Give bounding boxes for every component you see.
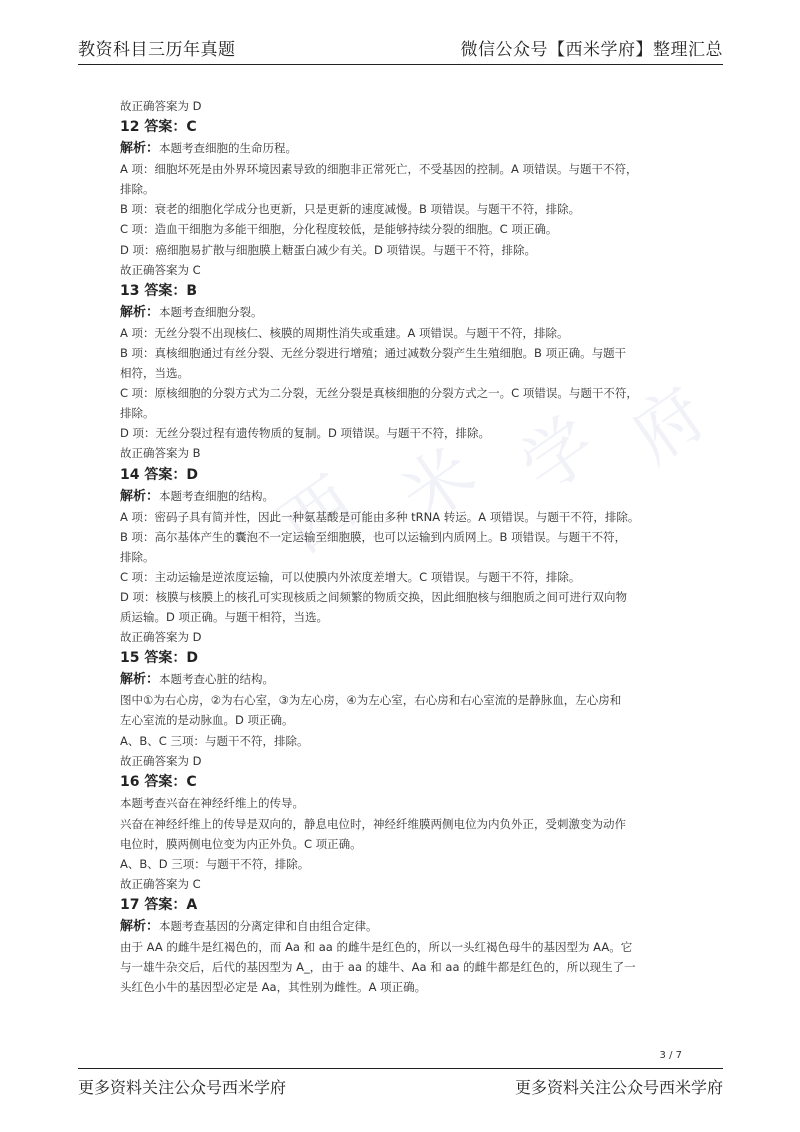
text-line: C 项：原核细胞的分裂方式为二分裂，无丝分裂是真核细胞的分裂方式之一。C 项错误。与题干不符，	[120, 386, 638, 401]
explanation-label: 解析：	[120, 488, 160, 504]
explanation-label: 解析：	[120, 919, 160, 935]
watermark-char: 米	[385, 431, 491, 539]
text-line: 头红色小牛的基因型必定是 Aa，其性别为雌性。A 项正确。	[120, 980, 427, 995]
text-line: 电位时，膜两侧电位变为内正外负。C 项正确。	[120, 836, 362, 851]
text-line: 由于 AA 的雌牛是红褐色的，而 Aa 和 aa 的雌牛是红色的，所以一头红褐色母牛的基因型为 AA。它	[120, 940, 633, 955]
answer-heading: 16 答案：C	[120, 773, 197, 790]
explanation-text: 本题考查兴奋在神经纤维上的传导。	[120, 795, 304, 810]
explanation-text: 本题考查细胞的生命历程。	[159, 141, 298, 156]
text-line: 故正确答案为 D	[120, 630, 202, 645]
watermark-char: 西	[265, 461, 371, 569]
text-line: A、B、D 三项：与题干不符，排除。	[120, 857, 310, 871]
text-line: D 项：无丝分裂过程有遗传物质的复制。D 项错误。与题干不符，排除。	[120, 426, 491, 441]
answer-heading: 13 答案：B	[120, 282, 198, 299]
explanation-label: 解析：	[120, 141, 160, 157]
explanation-line	[120, 669, 680, 690]
answer-heading: 15 答案：D	[120, 650, 198, 667]
text-line: C 项：造血干细胞为多能干细胞，分化程度较低，是能够持续分裂的细胞。C 项正确。	[120, 222, 558, 237]
explanation-text: 本题考查细胞分裂。	[159, 304, 263, 319]
answer-content	[120, 96, 680, 998]
explanation-label: 解析：	[120, 672, 160, 688]
text-line: C 项：主动运输是逆浓度运输，可以使膜内外浓度差增大。C 项错误。与题干不符，排除。	[120, 569, 581, 584]
explanation-line	[120, 916, 680, 937]
text-line: B 项：衰老的细胞化学成分也更新，只是更新的速度减慢。B 项错误。与题干不符，排除。	[120, 202, 581, 217]
text-line: 故正确答案为 C	[120, 262, 201, 277]
text-line: 排除。	[120, 549, 155, 564]
text-line: D 项：癌细胞易扩散与细胞膜上糖蛋白减少有关。D 项错误。与题干不符，排除。	[120, 242, 537, 257]
explanation-text: 本题考查细胞的结构。	[159, 488, 275, 503]
text-line: A 项：细胞坏死是由外界环境因素导致的细胞非正常死亡，不受基因的控制。A 项错误。与题干不符，	[120, 162, 638, 177]
text-line: 故正确答案为 D	[120, 99, 202, 113]
footer-left: 更多资料关注公众号西米学府	[78, 1078, 287, 1097]
page-number: 3 / 7	[659, 1050, 682, 1061]
explanation-text: 本题考查心脏的结构。	[159, 672, 275, 687]
page-footer	[78, 1068, 723, 1097]
text-line: 质运输。D 项正确。与题干相符，当选。	[120, 610, 329, 625]
text-line: A 项：密码子具有简并性，因此一种氨基酸是可能由多种 tRNA 转运。A 项错误。与题干不符，排除。	[120, 509, 640, 524]
text-line: 排除。	[120, 182, 155, 197]
text-line: 排除。	[120, 406, 155, 421]
answer-heading: 17 答案：A	[120, 897, 198, 914]
text-line: A 项：无丝分裂不出现核仁、核膜的周期性消失或重建。A 项错误。与题干不符，排除。	[120, 325, 569, 340]
explanation-line	[120, 138, 680, 159]
page-header	[78, 36, 723, 65]
text-line: B 项：高尔基体产生的囊泡不一定运输至细胞膜，也可以运输到内质网上。B 项错误。与题干不符，	[120, 529, 627, 544]
watermark-char: 学	[505, 401, 611, 509]
text-line: D 项：核膜与核膜上的核孔可实现核质之间频繁的物质交换，因此细胞核与细胞质之间可进行双向物	[120, 589, 628, 604]
header-source: 微信公众号【西米学府】整理汇总	[460, 40, 723, 60]
explanation-line	[120, 793, 680, 814]
text-line: 左心室流的是动脉血。D 项正确。	[120, 713, 294, 728]
answer-heading: 12 答案：C	[120, 119, 197, 136]
text-line: 与一雄牛杂交后，后代的基因型为 A_，由于 aa 的雄牛、Aa 和 aa 的雌牛都是红色的，所以现生了一	[120, 960, 636, 975]
text-line: 相符，当选。	[120, 366, 189, 381]
explanation-line	[120, 486, 680, 507]
text-line: 故正确答案为 D	[120, 753, 202, 768]
footer-right: 更多资料关注公众号西米学府	[514, 1078, 723, 1097]
text-line: 兴奋在神经纤维上的传导是双向的，静息电位时，神经纤维膜两侧电位为内负外正，受刺激变为动作	[120, 816, 626, 831]
text-line: 图中①为右心房，②为右心室，③为左心房，④为左心室，右心房和右心室流的是静脉血，左心房和	[120, 693, 622, 708]
text-line: B 项：真核细胞通过有丝分裂、无丝分裂进行增殖；通过减数分裂产生生殖细胞。B 项正确。与题干	[120, 345, 627, 360]
header-title: 教资科目三历年真题	[78, 40, 236, 60]
explanation-label: 解析：	[120, 304, 160, 320]
text-line: A、B、C 三项：与题干不符，排除。	[120, 733, 309, 748]
watermark-char: 府	[615, 371, 721, 479]
text-line: 故正确答案为 B	[120, 446, 201, 461]
answer-heading: 14 答案：D	[120, 466, 198, 483]
explanation-text: 本题考查基因的分离定律和自由组合定律。	[159, 919, 378, 934]
explanation-line	[120, 302, 680, 323]
text-line: 故正确答案为 C	[120, 877, 201, 892]
